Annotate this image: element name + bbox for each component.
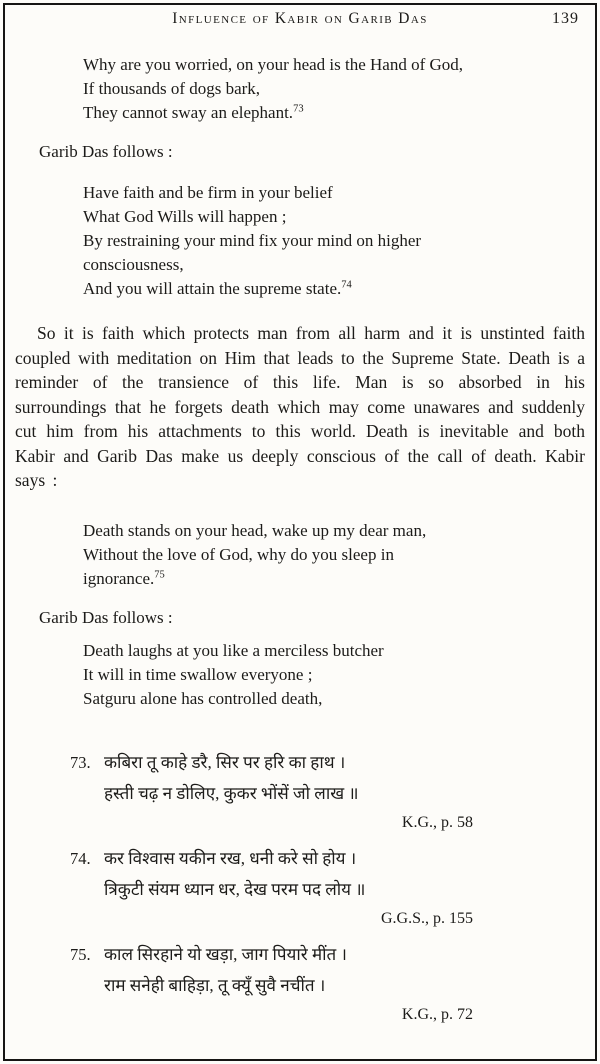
- footnote-ref-73: 73: [293, 103, 304, 115]
- footnote-citation: K.G., p. 58: [401, 813, 473, 831]
- verse-line-text: They cannot sway an elephant.: [83, 103, 294, 122]
- verse-line: Have faith and be firm in your belief: [83, 183, 333, 202]
- verse-line: It will in time swallow everyone ;: [83, 664, 313, 684]
- footnote-citation: G.G.S., p. 155: [380, 909, 473, 927]
- verse-line: consciousness,: [83, 255, 184, 274]
- footnote-75: [15, 939, 585, 1028]
- footnote-ref-74: 74: [341, 279, 352, 291]
- garib-das-follows-label-2: Garib Das follows :: [39, 607, 173, 627]
- verse-line: Satguru alone has controlled death,: [83, 688, 323, 708]
- page-header: [15, 9, 585, 29]
- verse-kabir-worry: [83, 53, 585, 125]
- page-title: Influence of Kabir on Garib Das: [172, 10, 428, 27]
- page-number: 139: [552, 10, 579, 27]
- footnote-line: [15, 874, 585, 905]
- verse-line: [83, 101, 585, 125]
- verse-line-text: And you will attain the supreme state.: [83, 279, 342, 298]
- footnote-section: [15, 747, 585, 1028]
- body-paragraph: So it is faith which protects man from all harm and it is unstinted faith coupled with meditation on Him that leads to the Supreme State. Death is a reminder of the transience of this life. Man is so absorbed in his surroundings that he forgets death which may come unawares and suddenly cut him from his attachments to this world. Death is inevitable and both Kabir and Garib Das make us deeply conscious of the call of death. Kabir says :: [15, 323, 585, 490]
- footnote-line: [15, 970, 585, 1001]
- footnote-citation: K.G., p. 72: [401, 1005, 473, 1023]
- verse-line: Without the love of God, why do you sleep in: [83, 544, 394, 564]
- footnote-number: 75.: [70, 944, 91, 964]
- footnote-74: [15, 843, 585, 932]
- footnote-text-line-1: काल सिरहाने यो खड़ा, जाग पियारे मींत ।: [104, 944, 347, 964]
- footnote-line: [15, 778, 585, 809]
- footnote-text-line-1: कर विश्वास यकीन रख, धनी करे सो होय ।: [104, 848, 357, 868]
- verse-line: Why are you worried, on your head is the Hand of God,: [83, 55, 464, 74]
- verse-line: [83, 567, 585, 591]
- footnote-line: [15, 747, 585, 778]
- footnote-number: 74.: [70, 848, 91, 868]
- verse-line: By restraining your mind fix your mind on higher: [83, 231, 422, 250]
- verse-line: [83, 277, 585, 301]
- footnote-line: [15, 939, 585, 970]
- footnote-text-line-2: हस्ती चढ़ न डोलिए, कुकर भोंसें जो लाख ॥: [104, 783, 359, 803]
- verse-line: What God Wills will happen ;: [83, 207, 287, 226]
- page-border-frame: [3, 3, 597, 1061]
- verse-kabir-death: [83, 519, 585, 591]
- footnote-number: 73.: [70, 752, 91, 772]
- verse-line: Death stands on your head, wake up my dear man,: [83, 520, 427, 540]
- verse-line: Death laughs at you like a merciless butcher: [83, 640, 384, 660]
- footnote-ref-75: 75: [154, 568, 165, 580]
- footnote-text-line-1: कबिरा तू काहे डरै, सिर पर हरि का हाथ ।: [104, 752, 346, 772]
- verse-garibdas-death: [83, 639, 585, 711]
- verse-line: If thousands of dogs bark,: [83, 79, 261, 98]
- footnote-text-line-2: त्रिकुटी संयम ध्यान धर, देख परम पद लोय ॥: [104, 879, 366, 899]
- footnote-text-line-2: राम सनेही बाहिड़ा, तू क्यूँ सुवै नचींत ।: [104, 975, 326, 995]
- verse-garibdas-faith: [83, 181, 585, 301]
- footnote-73: [15, 747, 585, 836]
- verse-line-text: ignorance.: [83, 568, 155, 588]
- footnote-line: [15, 843, 585, 874]
- garib-das-follows-label-1: Garib Das follows :: [39, 142, 173, 161]
